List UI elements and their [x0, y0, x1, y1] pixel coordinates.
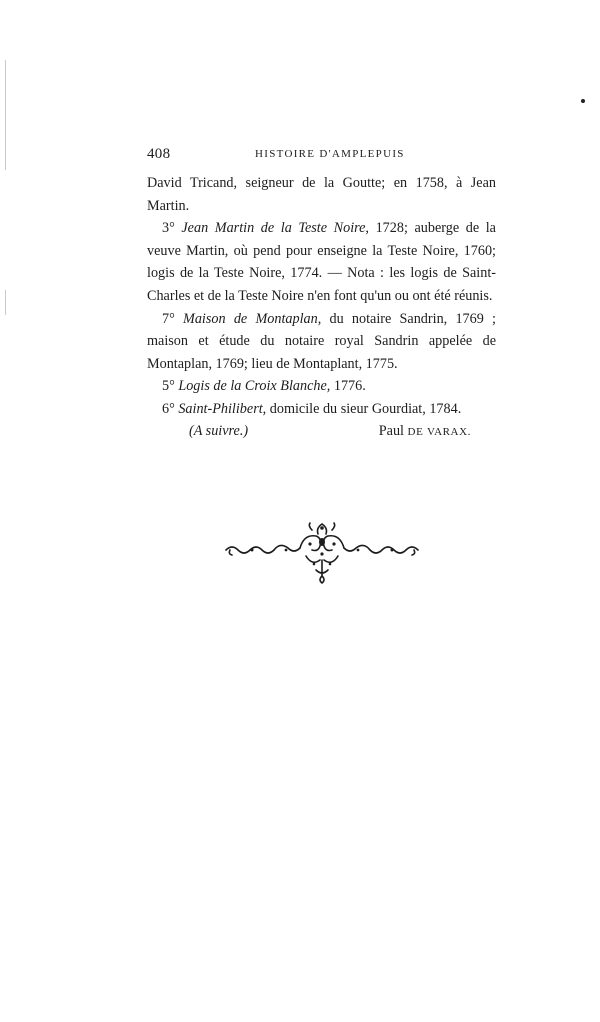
body-paragraph: [147, 375, 496, 398]
scan-edge-mark: [5, 60, 6, 170]
text-run: 1728; auberge de la veuve Martin, où pend pour enseigne la Teste Noire, 1760; logis de la Teste Noire, 1774. — Nota : les logis de Saint-Charles et de la Teste Noire n'en font qu'un ou ont été réunis.: [147, 220, 496, 304]
text-run: du notaire Sandrin, 1769 ; maison et étude du notaire royal Sandrin appelée de Montaplan, 1769; lieu de Montaplant, 1775.: [147, 310, 496, 372]
italic-entry-title: Jean Martin de la Teste Noire,: [181, 220, 369, 237]
text-run: 7°: [162, 310, 184, 327]
text-run: domicile du sieur Gourdiat, 1784.: [266, 400, 462, 417]
italic-entry-title: Saint-Philibert,: [178, 400, 267, 417]
text-run: 6°: [162, 400, 179, 417]
to-be-continued: (A suivre.): [189, 423, 249, 439]
text-run: David Tricand, seigneur de la Goutte; en 1758, à Jean Martin.: [147, 175, 496, 214]
body-paragraph: [147, 217, 496, 307]
body-text: [147, 172, 496, 421]
article-closing: [147, 423, 496, 447]
text-run: 5°: [162, 378, 179, 395]
body-paragraph: [147, 172, 496, 217]
page-header: [147, 146, 497, 168]
page-number: 408: [147, 146, 171, 162]
italic-entry-title: Maison de Montaplan,: [183, 310, 322, 327]
italic-entry-title: Logis de la Croix Blanche,: [178, 378, 331, 395]
scan-edge-mark: [5, 290, 6, 315]
body-paragraph: [147, 398, 496, 421]
body-paragraph: [147, 308, 496, 376]
running-title: HISTOIRE D'AMPLEPUIS: [255, 148, 405, 160]
ornamental-fleuron: [222, 520, 422, 584]
text-run: 3°: [162, 220, 182, 237]
author-signature: Paul DE VARAX.: [378, 423, 471, 439]
text-run: 1776.: [330, 378, 366, 395]
ink-spot: [581, 99, 585, 103]
